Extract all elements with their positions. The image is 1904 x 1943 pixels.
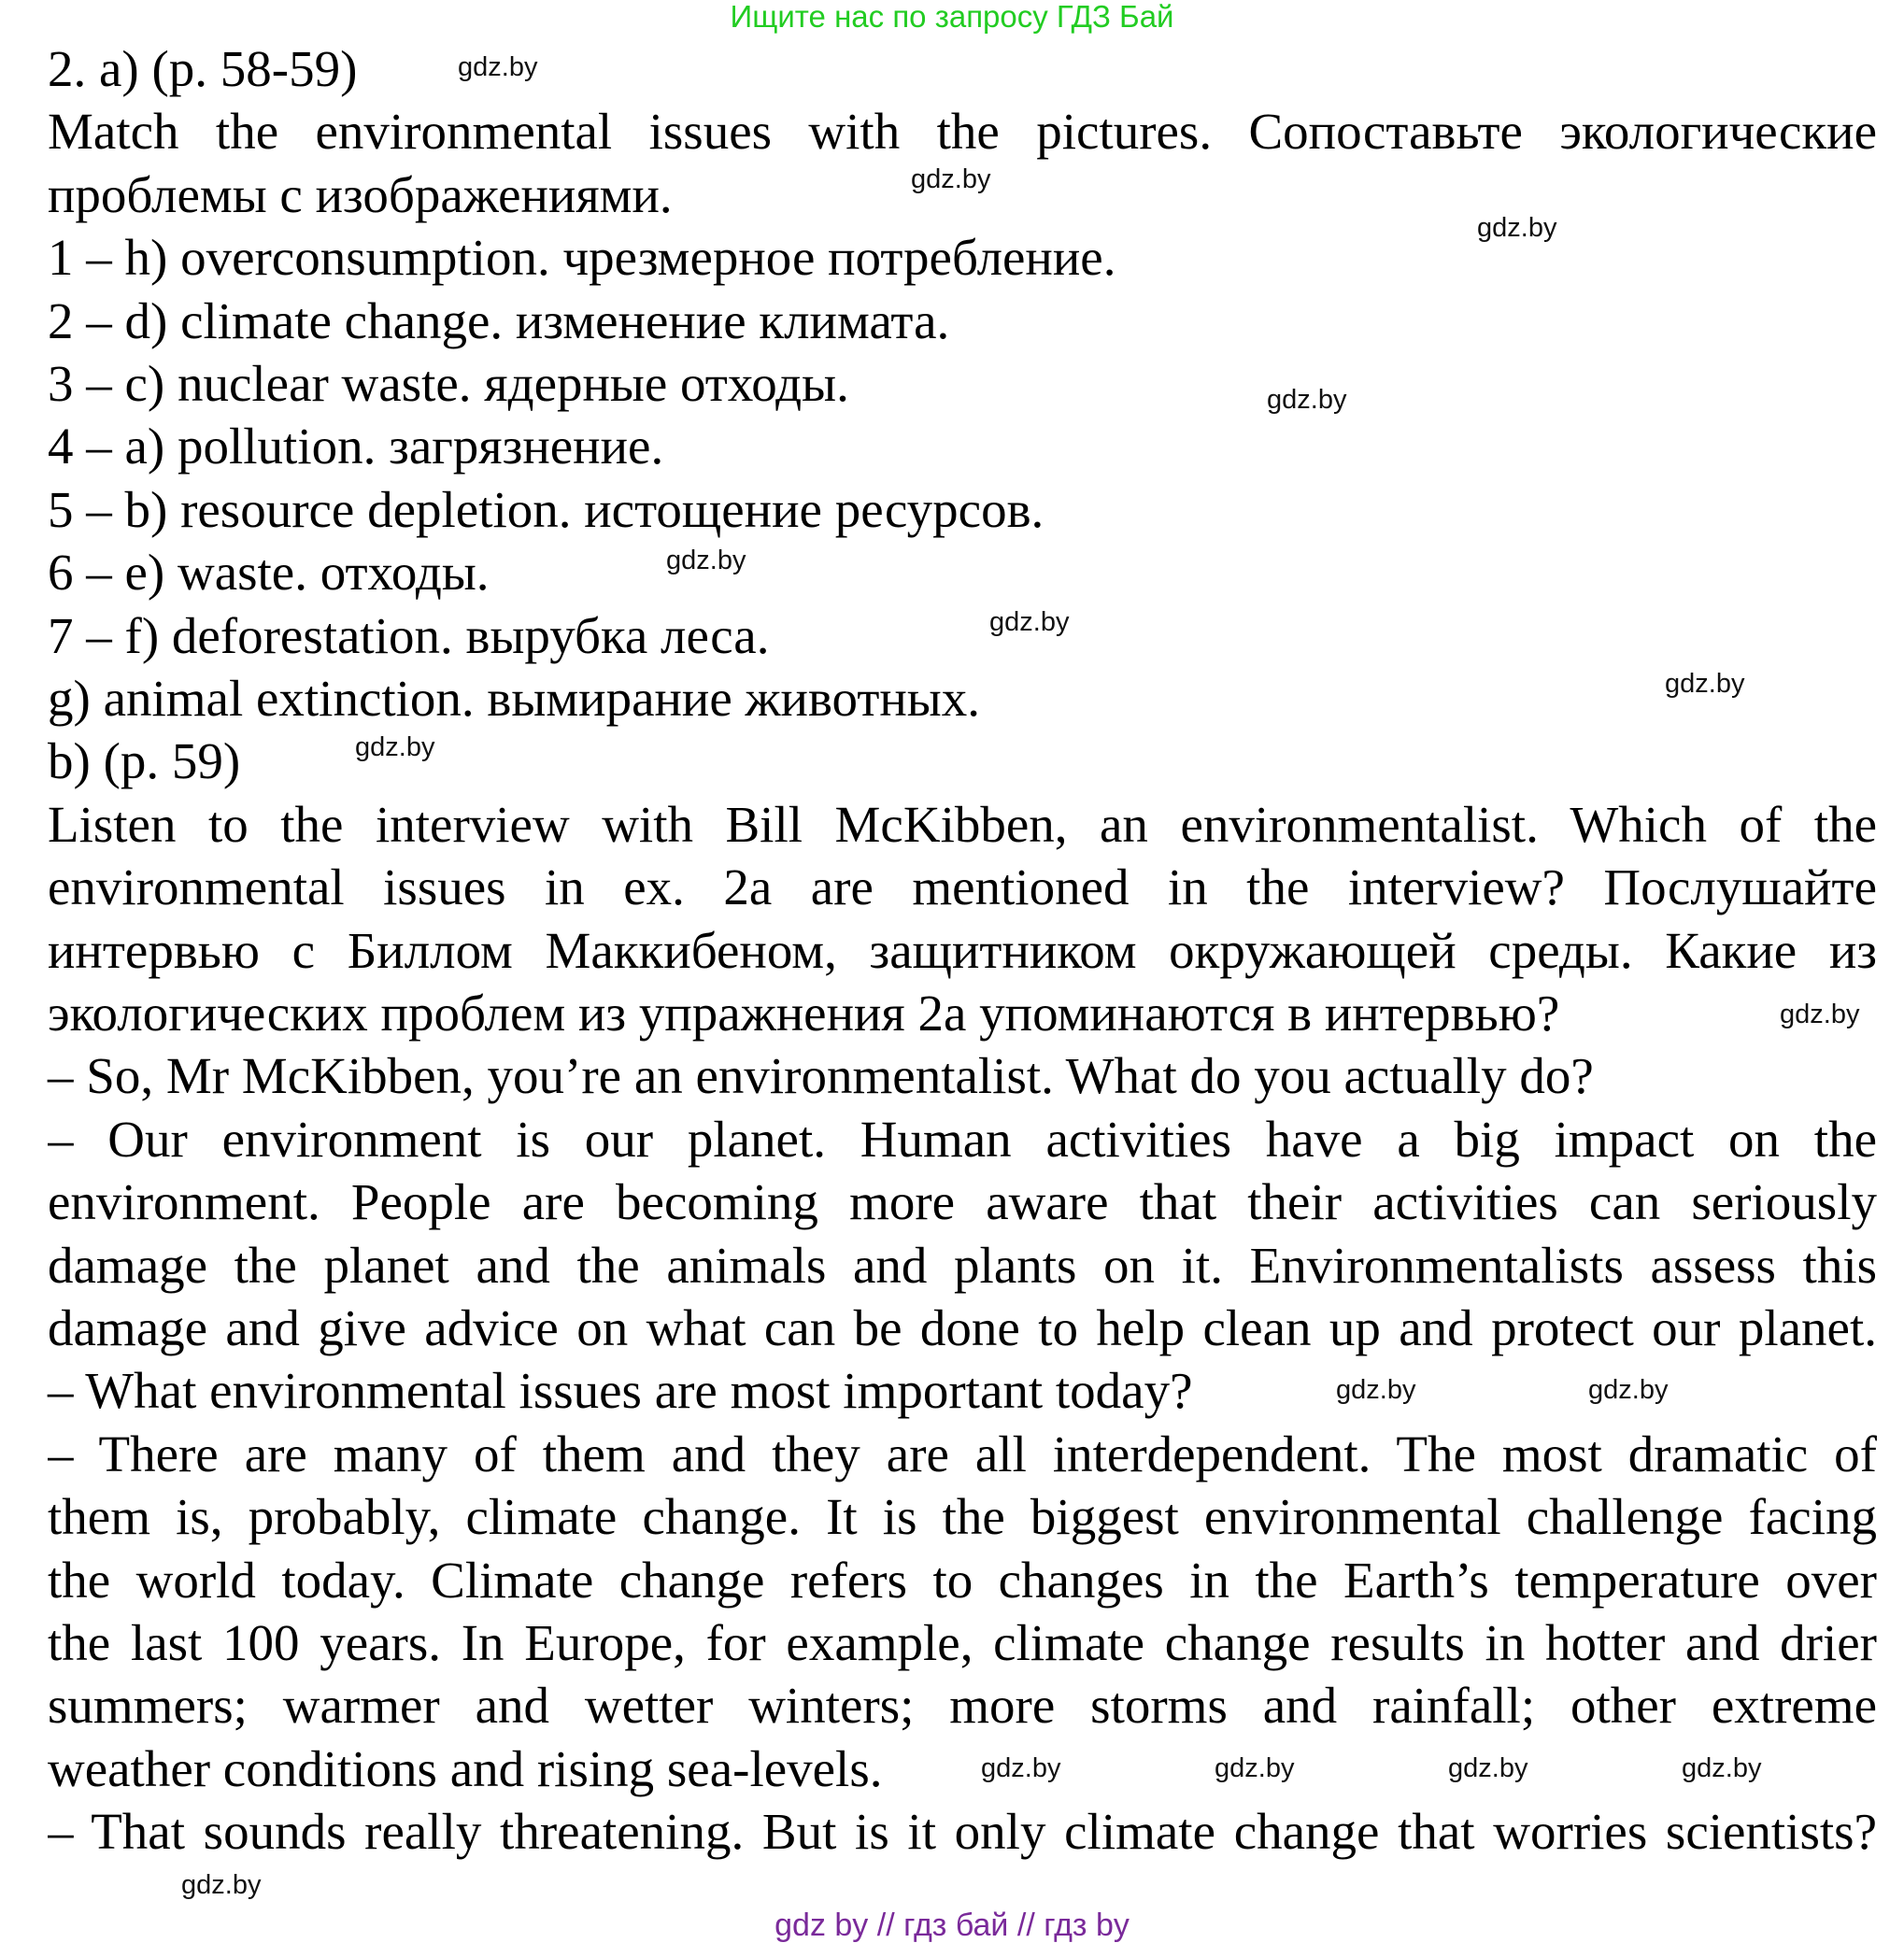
watermark-text: gdz.by	[666, 546, 746, 575]
watermark-text: gdz.by	[355, 732, 435, 762]
watermark-text: gdz.by	[1588, 1375, 1669, 1405]
text-line: – There are many of them and they are all interdependent. The most dramatic of	[48, 1425, 1877, 1482]
watermark-text: gdz.by	[911, 164, 991, 194]
text-line: интервью с Биллом Маккибеном, защитником окружающей среды. Какие из	[48, 921, 1877, 979]
watermark-text: gdz.by	[981, 1753, 1061, 1783]
text-line: environment. People are becoming more aware that their activities can seriously	[48, 1173, 1877, 1231]
search-hint-banner: Ищите нас по запросу ГДЗ Бай	[730, 0, 1174, 34]
text-line: – Our environment is our planet. Human activities have a big impact on the	[48, 1110, 1877, 1168]
text-line: 2 – d) climate change. изменение климата.	[48, 291, 950, 349]
watermark-text: gdz.by	[1665, 669, 1745, 699]
text-line: damage and give advice on what can be done to help clean up and protect our planet.	[48, 1299, 1877, 1356]
text-line: – What environmental issues are most important today?	[48, 1362, 1193, 1420]
text-line: Listen to the interview with Bill McKibben, an environmentalist. Which of the	[48, 795, 1877, 853]
text-line: 3 – c) nuclear waste. ядерные отходы.	[48, 355, 849, 412]
text-line: – That sounds really threatening. But is it only climate change that worries scientists?	[48, 1803, 1877, 1861]
text-line: 7 – f) deforestation. вырубка леса.	[48, 606, 770, 664]
watermark-text: gdz.by	[1215, 1753, 1295, 1783]
watermark-text: gdz.by	[181, 1870, 262, 1900]
watermark-text: gdz.by	[1477, 213, 1557, 243]
watermark-text: gdz.by	[1267, 385, 1347, 415]
text-line: экологических проблем из упражнения 2a упоминаются в интервью?	[48, 985, 1560, 1042]
text-line: – So, Mr McKibben, you’re an environmentalist. What do you actually do?	[48, 1047, 1594, 1105]
watermark-text: gdz.by	[1780, 1000, 1860, 1029]
text-line: проблемы с изображениями.	[48, 165, 673, 223]
watermark-text: gdz.by	[989, 607, 1070, 637]
text-line: Match the environmental issues with the pictures. Сопоставьте экологические	[48, 103, 1877, 161]
text-line: 5 – b) resource depletion. истощение ресурсов.	[48, 480, 1044, 538]
watermark-text: gdz.by	[1448, 1753, 1528, 1783]
exercise-heading: b) (p. 59)	[48, 732, 241, 790]
footer-links: gdz by // гдз бай // гдз by	[774, 1908, 1130, 1943]
text-line: the world today. Climate change refers to changes in the Earth’s temperature over	[48, 1551, 1877, 1609]
watermark-text: gdz.by	[1336, 1375, 1416, 1405]
text-line: the last 100 years. In Europe, for example, climate change results in hotter and drier	[48, 1614, 1877, 1671]
text-line: damage the planet and the animals and plants on it. Environmentalists assess this	[48, 1236, 1877, 1294]
text-line: 6 – e) waste. отходы.	[48, 544, 490, 602]
exercise-heading: 2. a) (p. 58-59)	[48, 40, 358, 97]
text-line: summers; warmer and wetter winters; more storms and rainfall; other extreme	[48, 1677, 1877, 1735]
watermark-text: gdz.by	[1682, 1753, 1762, 1783]
text-line: 1 – h) overconsumption. чрезмерное потребление.	[48, 229, 1116, 287]
text-line: g) animal extinction. вымирание животных.	[48, 670, 981, 727]
text-line: them is, probably, climate change. It is the biggest environmental challenge facing	[48, 1488, 1877, 1546]
text-line: 4 – a) pollution. загрязнение.	[48, 418, 664, 475]
text-line: weather conditions and rising sea-levels.	[48, 1739, 883, 1797]
watermark-text: gdz.by	[458, 52, 538, 82]
text-line: environmental issues in ex. 2a are mentioned in the interview? Послушайте	[48, 858, 1877, 916]
